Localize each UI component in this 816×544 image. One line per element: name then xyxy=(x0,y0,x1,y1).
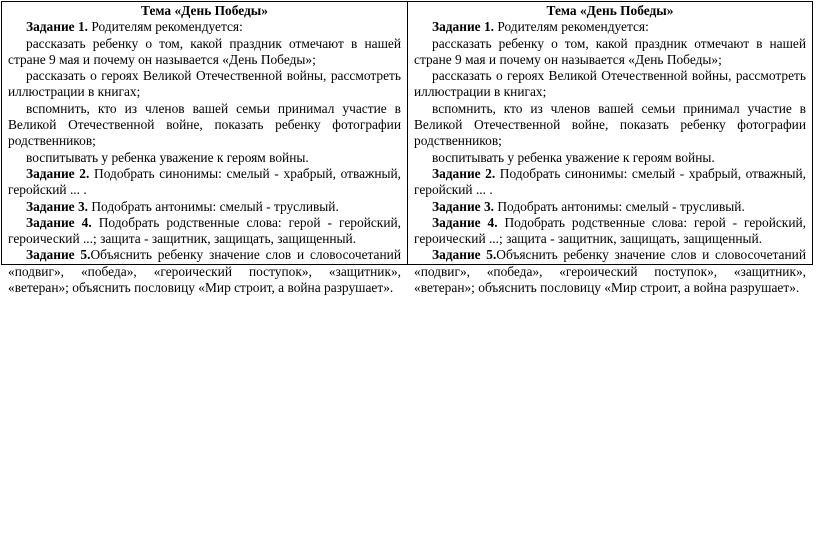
task-1-label: Задание 1. xyxy=(26,19,88,35)
task-5 xyxy=(414,247,806,296)
task-5-label: Задание 5. xyxy=(432,247,497,263)
worksheet-table xyxy=(1,1,813,296)
task-1-text: Родителям рекомендуется: xyxy=(494,19,649,35)
card-left xyxy=(2,2,407,296)
task-1 xyxy=(8,19,401,35)
task-2-label: Задание 2. xyxy=(432,165,496,181)
task-2 xyxy=(8,166,401,199)
task-3 xyxy=(8,199,401,215)
task-4 xyxy=(8,215,401,248)
task-4-label: Задание 4. xyxy=(26,214,92,230)
card-title: Тема «День Победы» xyxy=(546,3,674,18)
task-1-item-3: вспомнить, кто из членов вашей семьи принимал участие в Великой Отечественной войне, показать ребенку фотографии родственников; xyxy=(414,100,806,149)
task-4-text: Подобрать родственные слова: герой - геройский, героический ...; защита - защитник, защищать, защищенный. xyxy=(8,214,401,247)
task-3 xyxy=(414,199,806,215)
task-1-item-3: вспомнить, кто из членов вашей семьи принимал участие в Великой Отечественной войне, показать ребенку фотографии родственников; xyxy=(8,100,401,149)
card-title: Тема «День Победы» xyxy=(141,3,268,18)
task-4 xyxy=(414,215,806,248)
task-5-text: Объяснить ребенку значение слов и словосочетаний «подвиг», «победа», «героический поступок», «защитник», «ветеран»; объяснить пословицу «Мир строит, а война разрушает». xyxy=(414,247,806,296)
task-1-item-1: рассказать ребенку о том, какой праздник отмечают в нашей стране 9 мая и почему он называется «День Победы»; xyxy=(8,35,401,67)
task-2-text: Подобрать синонимы: смелый - храбрый, отважный, геройский ... . xyxy=(414,165,807,198)
task-1-item-4: воспитывать у ребенка уважение к героям войны. xyxy=(26,149,309,165)
task-3-label: Задание 3. xyxy=(26,198,88,214)
task-1-text: Родителям рекомендуется: xyxy=(88,19,243,35)
card-right xyxy=(407,2,812,296)
task-1-item-2: рассказать о героях Великой Отечественной войны, рассмотреть иллюстрации в книгах; xyxy=(414,68,806,100)
task-5-label: Задание 5. xyxy=(26,247,91,263)
task-3-text: Подобрать антонимы: смелый - трусливый. xyxy=(88,198,339,214)
task-1-item-4: воспитывать у ребенка уважение к героям войны. xyxy=(432,149,715,165)
task-2-text: Подобрать синонимы: смелый - храбрый, отважный, геройский ... . xyxy=(8,165,401,198)
task-5 xyxy=(8,247,401,296)
task-3-label: Задание 3. xyxy=(432,198,494,214)
task-2-label: Задание 2. xyxy=(26,165,90,181)
task-1-label: Задание 1. xyxy=(432,19,494,35)
task-4-text: Подобрать родственные слова: герой - геройский, героический ...; защита - защитник, защищать, защищенный. xyxy=(414,214,806,247)
task-2 xyxy=(414,166,806,199)
task-1-item-1: рассказать ребенку о том, какой праздник отмечают в нашей стране 9 мая и почему он называется «День Победы»; xyxy=(414,35,806,67)
task-4-label: Задание 4. xyxy=(432,214,498,230)
task-5-text: Объяснить ребенку значение слов и словосочетаний «подвиг», «победа», «героический поступок», «защитник», «ветеран»; объяснить пословицу «Мир строит, а война разрушает». xyxy=(8,247,401,296)
task-1-item-2: рассказать о героях Великой Отечественной войны, рассмотреть иллюстрации в книгах; xyxy=(8,68,401,100)
task-1 xyxy=(414,19,806,35)
task-3-text: Подобрать антонимы: смелый - трусливый. xyxy=(494,198,745,214)
